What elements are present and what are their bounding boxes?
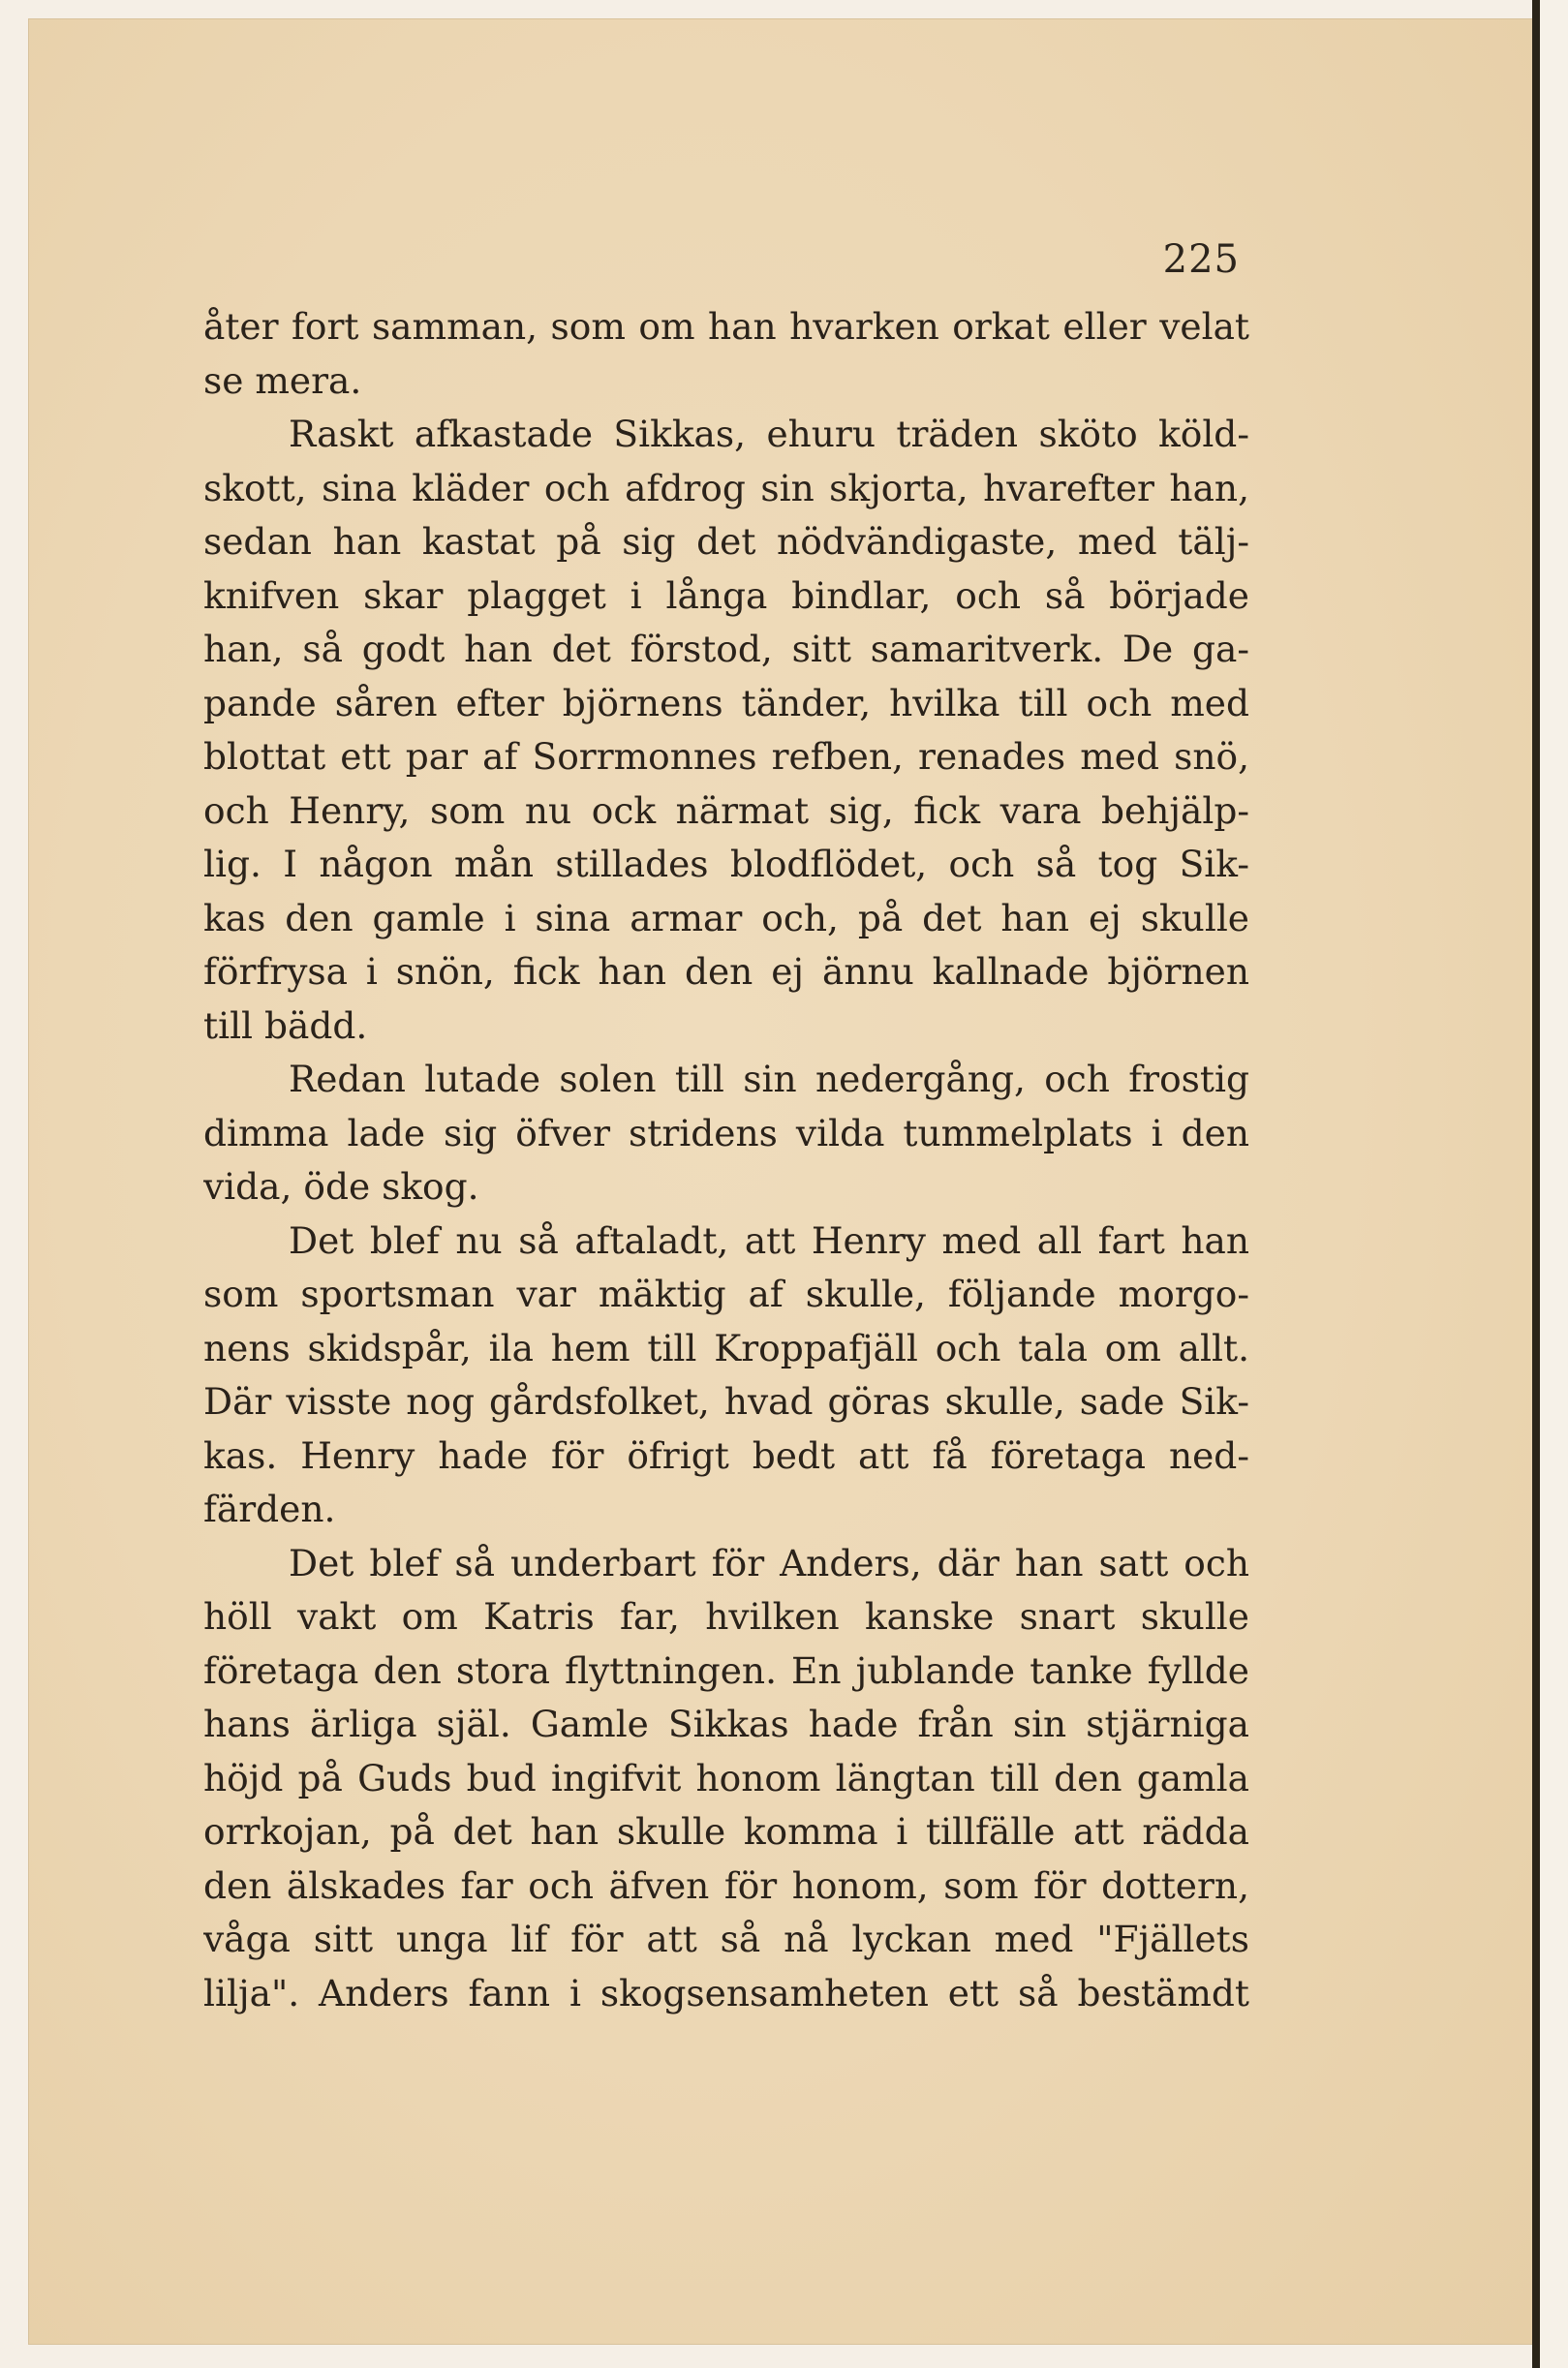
text-line: pande såren efter björnens tänder, hvilka till och med xyxy=(203,681,1249,724)
text-line: dimma lade sig öfver stridens vilda tummelplats i den xyxy=(203,1111,1249,1154)
text-line: som sportsman var mäktig af skulle, följande morgo- xyxy=(203,1273,1249,1315)
text-line: färden. xyxy=(203,1488,336,1530)
text-line: orrkojan, på det han skulle komma i tillfälle att rädda xyxy=(203,1810,1249,1853)
text-line: lilja". Anders fann i skogsensamheten ett så bestämdt xyxy=(203,1971,1249,2014)
text-line: lig. I någon mån stillades blodflödet, och så tog Sik- xyxy=(203,843,1249,885)
text-line: Redan lutade solen till sin nedergång, och frostig xyxy=(289,1058,1249,1100)
text-line: höjd på Guds bud ingifvit honom längtan till den gamla xyxy=(203,1756,1249,1799)
text-line: blottat ett par af Sorrmonnes refben, renades med snö, xyxy=(203,735,1249,778)
body-text xyxy=(203,300,1249,2020)
text-line: kas den gamle i sina armar och, på det han ej skulle xyxy=(203,896,1249,939)
text-line: och Henry, som nu ock närmat sig, fick vara behjälp- xyxy=(203,788,1249,832)
text-line: vida, öde skog. xyxy=(203,1165,479,1208)
text-line: hans ärliga själ. Gamle Sikkas hade från sin stjärniga xyxy=(203,1703,1249,1745)
page-number: 225 xyxy=(1162,237,1240,282)
text-line: sedan han kastat på sig det nödvändigaste, med tälj- xyxy=(203,520,1249,563)
text-line: nens skidspår, ila hem till Kroppafjäll och tala om allt. xyxy=(203,1326,1249,1369)
text-line: våga sitt unga lif för att så nå lyckan med "Fjällets xyxy=(203,1918,1249,1960)
text-line: den älskades far och äfven för honom, som för dottern, xyxy=(203,1863,1249,1907)
text-line: kas. Henry hade för öfrigt bedt att få företaga ned- xyxy=(203,1433,1249,1477)
text-line: Raskt afkastade Sikkas, ehuru träden sköto köld- xyxy=(289,413,1249,455)
text-line: han, så godt han det förstod, sitt samaritverk. De ga- xyxy=(203,628,1249,670)
text-line: se mera. xyxy=(203,358,362,402)
text-line: Det blef så underbart för Anders, där han satt och xyxy=(289,1541,1249,1584)
text-line: Där visste nog gårdsfolket, hvad göras skulle, sade Sik- xyxy=(203,1380,1249,1423)
text-line: företaga den stora flyttningen. En jublande tanke fyllde xyxy=(203,1648,1249,1692)
text-line: skott, sina kläder och afdrog sin skjorta, hvarefter han, xyxy=(203,466,1249,509)
text-line: höll vakt om Katris far, hvilken kanske snart skulle xyxy=(203,1595,1249,1638)
text-line: förfrysa i snön, fick han den ej ännu kallnade björnen xyxy=(203,950,1249,993)
text-line: till bädd. xyxy=(203,1003,368,1047)
text-line: åter fort samman, som om han hvarken orkat eller velat xyxy=(203,305,1249,348)
text-line: knifven skar plagget i långa bindlar, och så började xyxy=(203,573,1249,617)
text-line: Det blef nu så aftaladt, att Henry med all fart han xyxy=(289,1218,1249,1262)
page-edge-shadow xyxy=(1532,0,1540,2368)
scan-margin xyxy=(1540,0,1568,2368)
